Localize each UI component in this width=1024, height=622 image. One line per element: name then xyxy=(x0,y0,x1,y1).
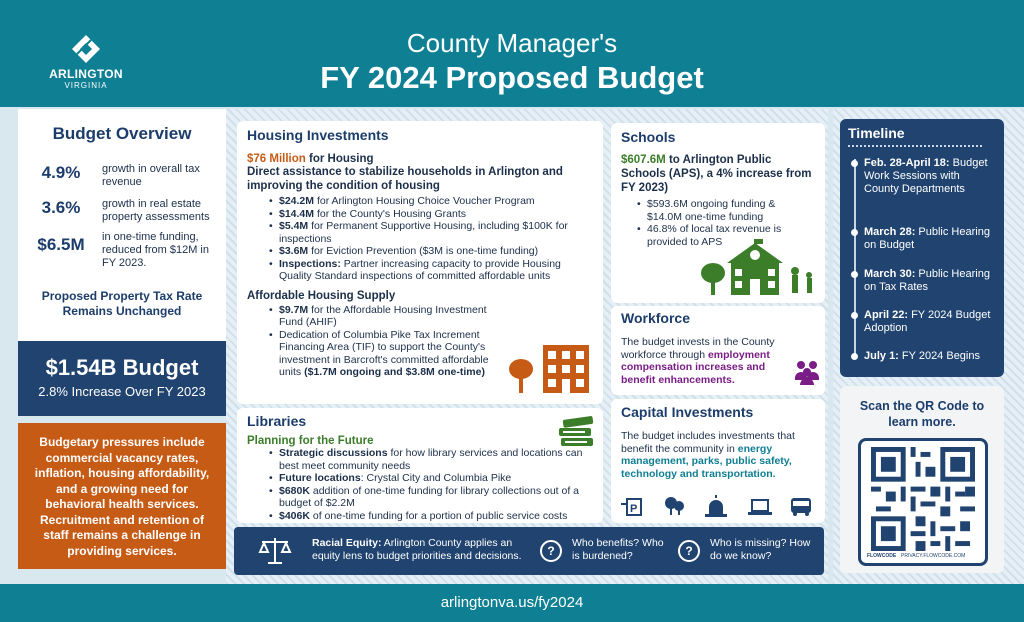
ev-charging-icon xyxy=(621,499,641,515)
equity-question-2: Who is missing? How do we know? xyxy=(710,537,811,562)
capital-text: The budget includes investments that benefit the community in xyxy=(621,430,795,455)
item-bold: $406K xyxy=(279,509,310,522)
event-text: Public Hearing on Tax Rates xyxy=(864,268,990,293)
timeline-line xyxy=(854,159,856,359)
item-text: for how library services and locations can best meet community needs xyxy=(279,447,583,472)
item-bold: $680K xyxy=(279,484,310,497)
stat-value: 3.6% xyxy=(41,198,81,217)
capital-title: Capital Investments xyxy=(621,404,754,420)
list-item xyxy=(267,304,497,329)
item-text: Dedication of Columbia Pike Tax Increment Financing Area (TIF) to support the County's investment in Barcroft's committed affordable units xyxy=(279,328,489,378)
budget-amount: $1.54B Budget xyxy=(45,355,199,380)
workforce-title: Workforce xyxy=(621,310,690,326)
item-bold: ($1.7M ongoing and $3.8M one-time) xyxy=(304,366,485,378)
item-text: : Crystal City and Columbia Pike xyxy=(360,472,512,484)
item-bold: $14.4M xyxy=(279,207,315,220)
qr-brand: FLOWCODE xyxy=(867,553,897,559)
schools-card xyxy=(611,123,825,303)
list-item xyxy=(267,447,587,472)
item-bold: $5.4M xyxy=(279,220,309,232)
school-building-icon xyxy=(699,239,821,297)
afford-title: Affordable Housing Supply xyxy=(247,289,396,302)
event-text: Public Hearing on Budget xyxy=(864,226,990,251)
schools-title: Schools xyxy=(621,129,676,145)
item-text: for Eviction Prevention ($3M is one-time funding) xyxy=(308,245,539,257)
item-bold: $24.2M xyxy=(279,195,315,207)
question-icon: ? xyxy=(540,540,562,562)
workforce-highlight: employment compensation increases and benefit enhancements. xyxy=(621,348,770,386)
qr-privacy: PRIVACY.FLOWCODE.COM xyxy=(901,553,966,559)
item-text: for the Affordable Housing Investment Fund (AHIF) xyxy=(279,303,487,328)
event-date: March 30: xyxy=(864,268,916,280)
header xyxy=(0,0,1024,107)
racial-equity-bar xyxy=(234,527,824,575)
tax-rate-note: Proposed Property Tax Rate Remains Unchanged xyxy=(41,289,203,318)
item-text: Partner increasing capacity to provide Housing Quality Standard inspections of committed affordable units xyxy=(279,257,561,282)
list-item: • $593.6M ongoing funding & $14.0M one-time funding xyxy=(635,198,795,223)
list-item xyxy=(267,258,593,283)
trees-icon xyxy=(665,497,684,515)
title-line1: County Manager's xyxy=(406,28,618,58)
equity-question-1: Who benefits? Who is burdened? xyxy=(572,537,664,562)
list-item xyxy=(267,472,587,485)
schools-lead-text: to Arlington Public Schools (APS), a 4% increase from FY 2023) xyxy=(621,154,812,194)
item-text: for Arlington Housing Choice Voucher Program xyxy=(314,195,535,207)
budget-increase: 2.8% Increase Over FY 2023 xyxy=(38,384,206,399)
logo-sub: VIRGINIA xyxy=(64,81,108,90)
item-text: of one-time funding for a portion of public service costs xyxy=(309,509,568,522)
libraries-list xyxy=(267,447,587,522)
timeline-divider xyxy=(848,145,982,147)
timeline-event xyxy=(864,309,996,335)
libraries-title: Libraries xyxy=(247,413,307,429)
scales-icon xyxy=(258,536,292,566)
footer-url-link[interactable]: arlingtonva.us/fy2024 xyxy=(440,594,584,611)
item-text: for Permanent Supportive Housing, including $100K for inspections xyxy=(279,220,568,245)
list-item xyxy=(267,329,497,379)
siren-icon xyxy=(705,495,727,517)
qr-card xyxy=(840,386,1004,573)
item-bold: Future locations xyxy=(279,472,361,484)
event-text: FY 2024 Budget Adoption xyxy=(864,309,991,334)
housing-amount-suffix: for Housing xyxy=(305,153,374,165)
libraries-subtitle: Planning for the Future xyxy=(247,435,374,447)
books-icon xyxy=(557,414,595,448)
event-date: April 22: xyxy=(864,309,909,321)
list-item xyxy=(267,208,593,221)
equity-text xyxy=(312,537,522,563)
budget-total xyxy=(18,341,226,416)
list-item xyxy=(267,510,587,523)
event-date: March 28: xyxy=(864,226,916,238)
event-date: July 1: xyxy=(864,350,899,362)
housing-list xyxy=(267,195,593,283)
budget-pressures: Budgetary pressures include commercial vacancy rates, inflation, housing affordability, and a growing need for behavioral health services. Recruitment and retention of staff remains a challenge in providing services. xyxy=(18,423,226,569)
item-text: addition of one-time funding for library collections out of a budget of $2.2M xyxy=(279,484,580,509)
housing-illustration-icon xyxy=(507,343,595,395)
equity-label: Racial Equity: xyxy=(312,537,382,549)
capital-highlight: energy management, parks, public safety, technology and transportation. xyxy=(621,442,792,480)
list-item: • 46.8% of local tax revenue is provided to APS xyxy=(635,223,795,248)
stat-desc: growth in overall tax revenue xyxy=(102,163,200,188)
list-item xyxy=(267,245,593,258)
people-group-icon xyxy=(793,358,821,386)
left-column xyxy=(18,109,226,581)
stat-value: 4.9% xyxy=(41,163,81,182)
equity-body: Arlington County applies an equity lens to budget priorities and decisions. xyxy=(312,537,522,562)
item-text: for the County's Housing Grants xyxy=(314,207,467,220)
capital-icons xyxy=(621,495,817,517)
budget-overview xyxy=(18,109,226,341)
housing-card xyxy=(237,121,603,404)
list-item xyxy=(267,220,593,245)
item-bold: Strategic discussions xyxy=(279,447,388,459)
title-line2: FY 2024 Proposed Budget xyxy=(320,60,704,95)
item-bold: $3.6M xyxy=(279,245,309,257)
footer xyxy=(0,584,1024,622)
event-date: Feb. 28-April 18: xyxy=(864,157,950,169)
item-bold: $9.7M xyxy=(279,303,309,316)
stat-desc: in one-time funding, reduced from $12M in FY 2023. xyxy=(102,231,209,269)
capital-card xyxy=(611,399,825,523)
svg-text:P: P xyxy=(630,503,638,515)
list-item xyxy=(267,195,593,208)
list-item xyxy=(267,485,587,510)
bus-icon xyxy=(791,498,811,516)
workforce-text: The budget invests in the County workforce through xyxy=(621,336,775,361)
event-text: FY 2024 Begins xyxy=(898,350,980,362)
stat-desc: growth in real estate property assessments xyxy=(102,198,210,223)
stat-value: $6.5M xyxy=(37,235,85,254)
schools-lead xyxy=(621,153,815,195)
laptop-icon xyxy=(748,500,772,515)
libraries-card xyxy=(237,408,603,523)
schools-amount: $607.6M xyxy=(621,154,666,166)
workforce-card xyxy=(611,306,825,395)
qr-code[interactable] xyxy=(858,438,988,566)
timeline-card xyxy=(840,119,1004,377)
timeline-event xyxy=(864,350,996,363)
capital-text-block xyxy=(621,430,815,480)
workforce-text-block xyxy=(621,336,791,386)
housing-subtitle: Direct assistance to stabilize households in Arlington and improving the condition of housing xyxy=(247,166,563,192)
housing-amount: $76 Million xyxy=(247,153,306,165)
timeline-event xyxy=(864,157,996,196)
item-bold: Inspections: xyxy=(279,257,341,270)
housing-amount-line xyxy=(247,153,593,165)
timeline-event xyxy=(864,226,996,252)
qr-title: Scan the QR Code to learn more. xyxy=(859,399,985,429)
overview-title: Budget Overview xyxy=(52,124,192,143)
question-icon: ? xyxy=(678,540,700,562)
timeline-event xyxy=(864,268,996,294)
housing-title: Housing Investments xyxy=(247,127,389,143)
afford-list xyxy=(267,304,497,379)
logo-name: ARLINGTON xyxy=(49,67,123,81)
qr-code-icon xyxy=(871,447,975,551)
timeline-title: Timeline xyxy=(848,125,905,141)
event-text: Budget Work Sessions with County Departments xyxy=(864,157,988,195)
